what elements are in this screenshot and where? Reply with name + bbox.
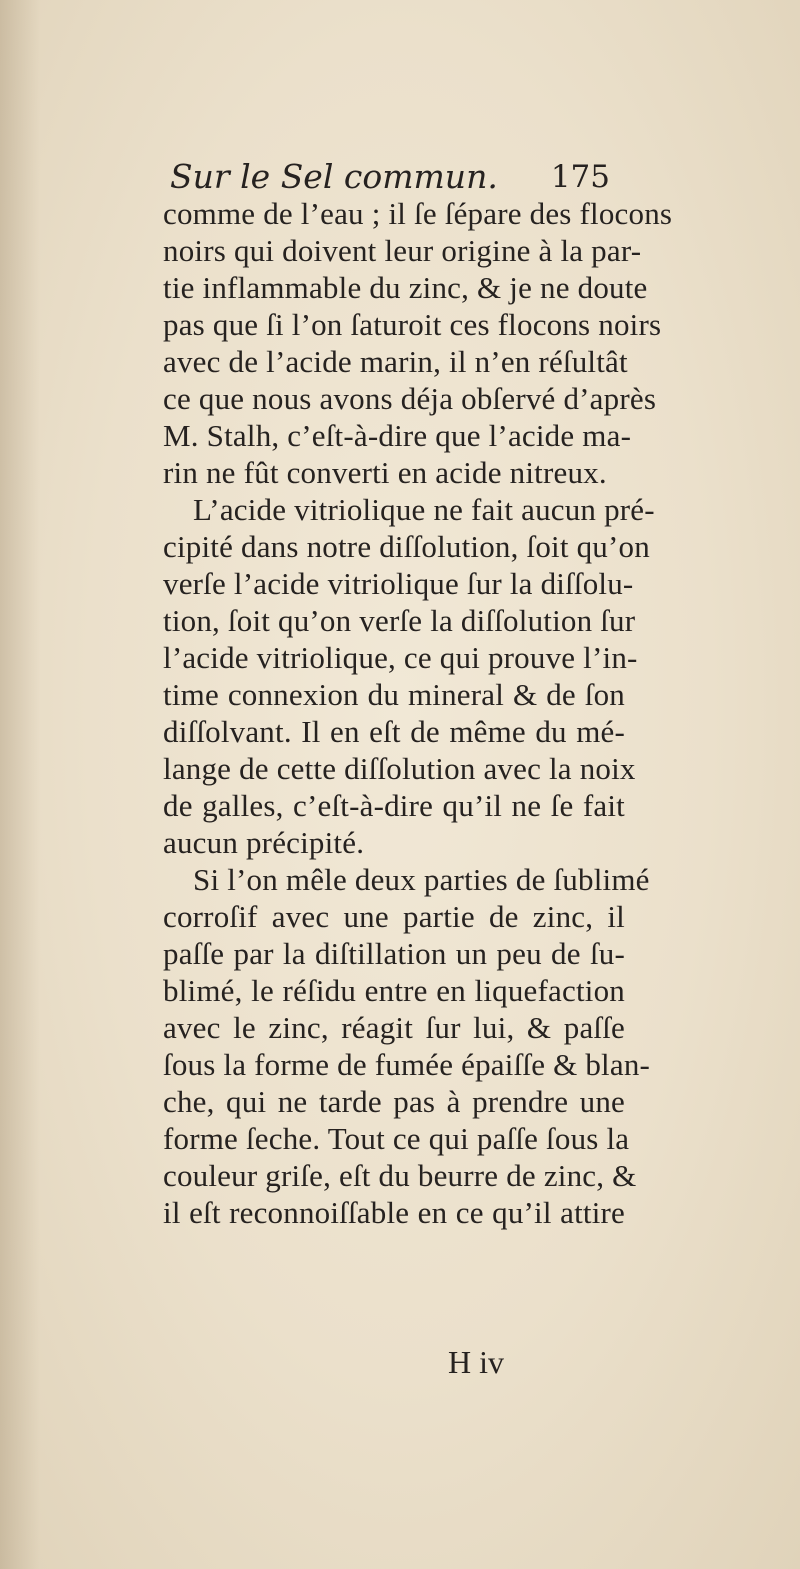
text-line: couleur griſe, eſt du beurre de zinc, & <box>163 1158 637 1193</box>
running-title: Sur le Sel commun. <box>170 157 498 196</box>
text-line: aucun précipité. <box>163 825 365 860</box>
text-line: M. Stalh, c’eſt-à-dire que l’acide ma- <box>163 418 632 453</box>
spine-shadow <box>0 0 40 1569</box>
text-line: lange de cette diſſolution avec la noix <box>163 751 636 786</box>
text-line: pas que ſi l’on ſaturoit ces flocons noirs <box>163 307 662 342</box>
page-header <box>170 155 610 199</box>
text-line: il eſt reconnoiſſable en ce qu’il attire <box>163 1195 625 1230</box>
text-line: corroſif avec une partie de zinc, il <box>163 899 625 934</box>
paragraph-start-line: L’acide vitriolique ne fait aucun pré- <box>193 492 655 527</box>
text-line: comme de l’eau ; il ſe ſépare des flocons <box>163 196 673 231</box>
text-line: avec le zinc, réagit ſur lui, & paſſe <box>163 1010 625 1045</box>
text-line: tion, ſoit qu’on verſe la diſſolution ſur <box>163 603 636 638</box>
body-text <box>163 195 673 1231</box>
text-line: time connexion du mineral & de ſon <box>163 677 625 712</box>
text-line: diſſolvant. Il en eſt de même du mé- <box>163 714 625 749</box>
text-line: ſous la forme de fumée épaiſſe & blan- <box>163 1047 651 1082</box>
text-line: ce que nous avons déja obſervé d’après <box>163 381 657 416</box>
text-line: de galles, c’eſt-à-dire qu’il ne ſe fait <box>163 788 625 823</box>
page-number: 175 <box>550 159 610 195</box>
text-line: forme ſeche. Tout ce qui paſſe ſous la <box>163 1121 630 1156</box>
text-line: avec de l’acide marin, il n’en réſultât <box>163 344 628 379</box>
text-line: noirs qui doivent leur origine à la par- <box>163 233 642 268</box>
text-line: rin ne fût converti en acide nitreux. <box>163 455 607 490</box>
text-line: che, qui ne tarde pas à prendre une <box>163 1084 625 1119</box>
paragraph-start-line: Si l’on mêle deux parties de ſublimé <box>193 862 650 897</box>
text-line: cipité dans notre diſſolution, ſoit qu’on <box>163 529 650 564</box>
text-line: blimé, le réſidu entre en liquefaction <box>163 973 625 1008</box>
text-line: l’acide vitriolique, ce qui prouve l’in- <box>163 640 638 675</box>
text-line: verſe l’acide vitriolique ſur la diſſolu- <box>163 566 634 601</box>
signature-mark: H iv <box>448 1344 504 1380</box>
text-line: paſſe par la diſtillation un peu de ſu- <box>163 936 625 971</box>
text-line: tie inflammable du zinc, & je ne doute <box>163 270 648 305</box>
